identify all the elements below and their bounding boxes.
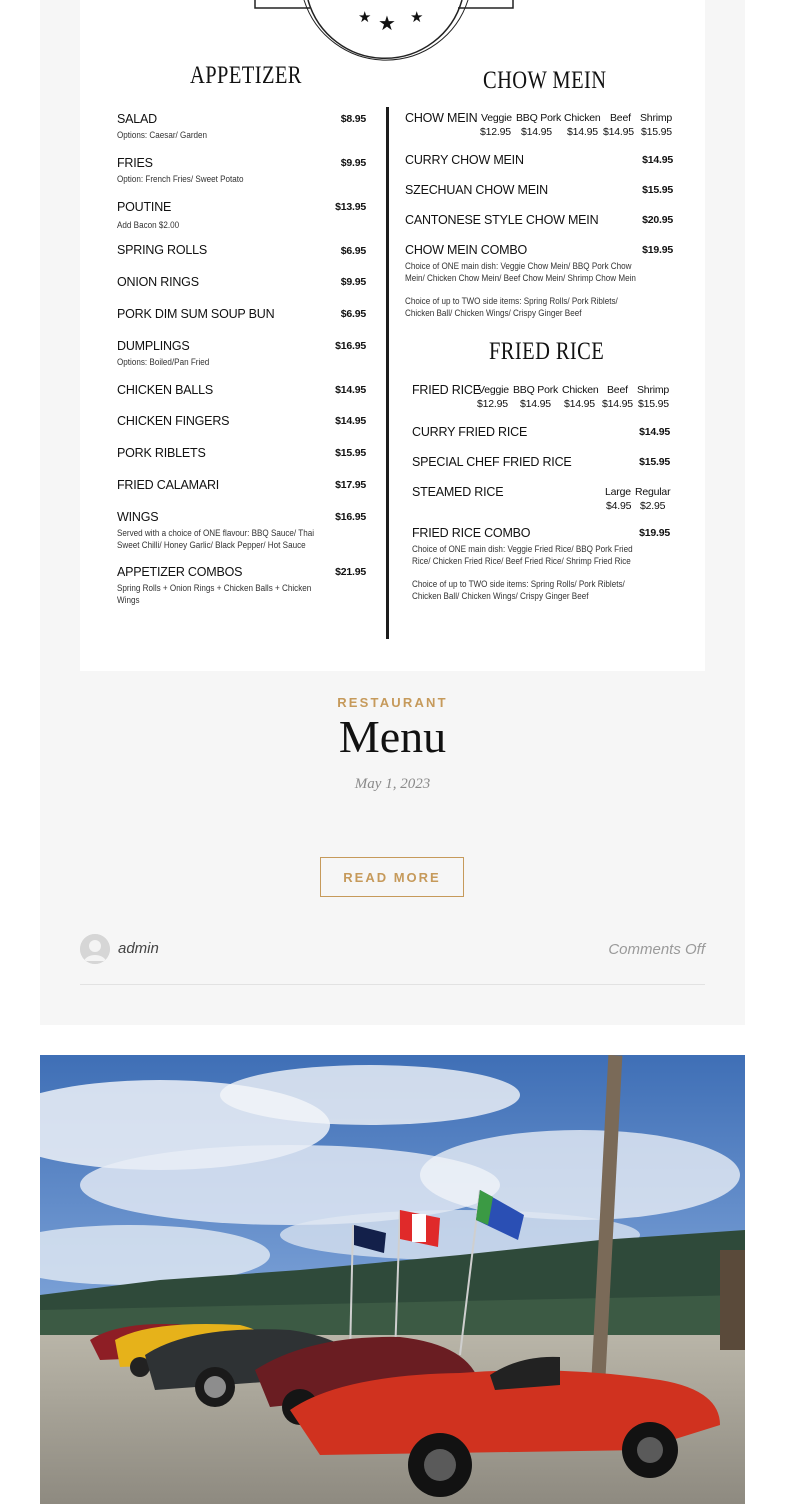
column-price: $14.95 [603, 126, 634, 138]
menu-item-name: FRIED RICE [412, 383, 481, 397]
divider [80, 984, 705, 985]
menu-item-note: Add Bacon $2.00 [117, 220, 180, 230]
column-label: Beef [610, 112, 631, 124]
menu-item-price: $16.95 [335, 511, 366, 523]
menu-item-name: FRIED CALAMARI [117, 478, 220, 492]
column-price: $12.95 [480, 126, 511, 138]
menu-item-name: DUMPLINGS [117, 339, 190, 353]
author-link[interactable]: admin [118, 940, 159, 957]
column-label: Beef [607, 384, 628, 396]
column-price: $4.95 [606, 500, 632, 512]
post-category-link[interactable]: RESTAURANT [337, 695, 448, 710]
menu-item-name: FRIES [117, 156, 153, 170]
comments-status: Comments Off [608, 941, 705, 958]
menu-item-name: SPRING ROLLS [117, 243, 207, 257]
menu-item-price: $6.95 [340, 308, 366, 320]
menu-item-name: CURRY CHOW MEIN [405, 153, 524, 167]
menu-item-price: $20.95 [642, 214, 673, 226]
menu-item-price: $14.95 [642, 154, 673, 166]
menu-item-price: $19.95 [642, 244, 673, 256]
menu-item-note: Choice of ONE main dish: Veggie Fried Rice/ BBQ Pork Fried Rice/ Chicken Fried Rice/ Beef Fried Rice/ Shrimp Fried Rice [412, 544, 633, 566]
menu-item-name: SPECIAL CHEF FRIED RICE [412, 455, 572, 469]
post-title[interactable]: Menu [338, 711, 447, 762]
column-label: Chicken [564, 112, 601, 124]
menu-item-price: $9.95 [340, 276, 366, 288]
menu-item-name: POUTINE [117, 200, 172, 214]
menu-item-price: $15.95 [642, 184, 673, 196]
menu-item-price: $6.95 [340, 245, 366, 257]
menu-item-note: Option: French Fries/ Sweet Potato [117, 174, 244, 184]
column-price: $2.95 [640, 500, 666, 512]
star-icon: ★ [358, 8, 372, 26]
star-icon: ★ [378, 11, 396, 35]
menu-item-name: CHICKEN FINGERS [117, 414, 230, 428]
column-price: $12.95 [477, 398, 508, 410]
column-label: Shrimp [640, 112, 673, 124]
column-price: $14.95 [520, 398, 551, 410]
column-label: BBQ Pork [516, 112, 562, 124]
menu-item-price: $16.95 [335, 340, 366, 352]
menu-item-name: CHOW MEIN COMBO [405, 243, 527, 257]
column-price: $14.95 [602, 398, 633, 410]
column-price: $14.95 [567, 126, 598, 138]
menu-item-name: PORK RIBLETS [117, 446, 206, 460]
menu-item-note: Served with a choice of ONE flavour: BBQ Sauce/ Thai Sweet Chilli/ Honey Garlic/ Black Pepper/ Hot Sauce [117, 528, 315, 550]
menu-item-note: Choice of ONE main dish: Veggie Chow Mein/ BBQ Pork Chow Mein/ Chicken Chow Mein/ Beef Chow Mein/ Shrimp Chow Mein [405, 261, 636, 283]
menu-item-price: $14.95 [335, 415, 366, 427]
menu-item-name: STEAMED RICE [412, 485, 504, 499]
menu-item-name: FRIED RICE COMBO [412, 526, 531, 540]
column-label: Chicken [562, 384, 599, 396]
column-price: $15.95 [641, 126, 672, 138]
menu-item-name: ONION RINGS [117, 275, 199, 289]
post-date: May 1, 2023 [354, 776, 431, 792]
menu-item-name: SALAD [117, 112, 157, 126]
menu-item-price: $15.95 [335, 447, 366, 459]
column-label: Veggie [478, 384, 509, 396]
column-price: $14.95 [521, 126, 552, 138]
menu-item-note: Spring Rolls + Onion Rings + Chicken Balls + Chicken Wings [117, 583, 312, 605]
column-label: Shrimp [637, 384, 670, 396]
menu-item-name: APPETIZER COMBOS [117, 565, 243, 579]
menu-item-name: SZECHUAN CHOW MEIN [405, 183, 548, 197]
menu-item-note: Choice of up to TWO side items: Spring Rolls/ Pork Riblets/ Chicken Ball/ Chicken Wings/ Crispy Ginger Beef [412, 579, 625, 601]
menu-item-price: $8.95 [340, 113, 366, 125]
menu-item-name: CURRY FRIED RICE [412, 425, 528, 439]
menu-item-price: $19.95 [639, 527, 670, 539]
menu-item-price: $15.95 [639, 456, 670, 468]
menu-item-name: CANTONESE STYLE CHOW MEIN [405, 213, 599, 227]
menu-item-name: CHICKEN BALLS [117, 383, 214, 397]
column-label: Regular [635, 486, 671, 498]
menu-item-name: WINGS [117, 510, 159, 524]
menu-item-price: $17.95 [335, 479, 366, 491]
column-label: Veggie [481, 112, 512, 124]
menu-item-name: CHOW MEIN [405, 111, 478, 125]
cars-photo-graphic [40, 1055, 745, 1504]
menu-item-price: $9.95 [340, 157, 366, 169]
appetizer-heading: APPETIZER [190, 62, 302, 89]
column-label: BBQ Pork [513, 384, 559, 396]
menu-image[interactable] [80, 0, 705, 671]
column-price: $15.95 [638, 398, 669, 410]
cars-photo[interactable] [40, 1055, 745, 1504]
menu-item-price: $14.95 [639, 426, 670, 438]
read-more-button[interactable]: READ MORE [320, 857, 464, 897]
menu-item-price: $21.95 [335, 566, 366, 578]
column-label: Large [605, 486, 631, 498]
star-icon: ★ [410, 8, 424, 26]
menu-divider [386, 107, 389, 639]
menu-item-note: Options: Boiled/Pan Fried [117, 357, 210, 367]
fried-rice-heading: FRIED RICE [489, 338, 605, 365]
menu-item-note: Options: Caesar/ Garden [117, 130, 208, 140]
chow-mein-heading: CHOW MEIN [483, 67, 607, 94]
avatar [80, 934, 110, 964]
menu-item-name: PORK DIM SUM SOUP BUN [117, 307, 275, 321]
menu-item-price: $13.95 [335, 201, 366, 213]
column-price: $14.95 [564, 398, 595, 410]
menu-item-price: $14.95 [335, 384, 366, 396]
menu-item-note: Choice of up to TWO side items: Spring Rolls/ Pork Riblets/ Chicken Ball/ Chicken Wings/ Crispy Ginger Beef [405, 296, 618, 318]
user-icon [80, 934, 110, 964]
